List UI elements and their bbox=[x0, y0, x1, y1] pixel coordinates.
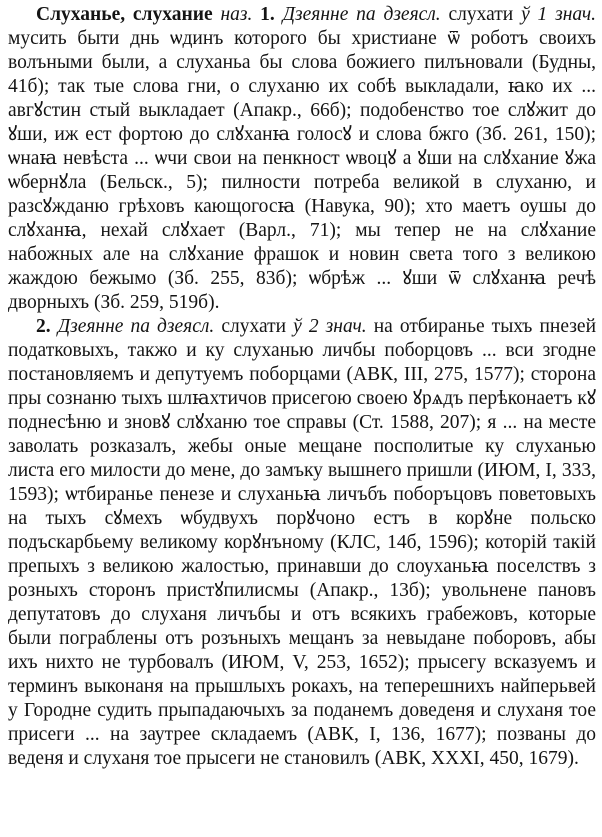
sense-2-number: 2. bbox=[36, 316, 51, 337]
headword: Слуханье, слухание bbox=[36, 4, 213, 25]
sense-1-reference: слухати bbox=[448, 4, 514, 25]
sense-2-definition: Дзеянне па дзеясл. bbox=[57, 316, 215, 337]
sense-1-ref-marker: ў 1 знач. bbox=[521, 4, 597, 25]
sense-2-ref-marker: ў 2 знач. bbox=[293, 316, 367, 337]
sense-2-paragraph bbox=[8, 315, 596, 771]
sense-1-number: 1. bbox=[260, 4, 275, 25]
sense-2-citations: на отбиранье тыхъ пнезей податковыхъ, такжо и ку слуханью личбы поборцовъ ... вси згодне постановляемъ и депутуемъ поборцами (АВК, III, 275, 1577); сторона пры сознаню тыхъ шлꙗхтичов присегою своею ꙋрѧдъ перѣконаетъ кꙋ поднесѣню и зновꙋ слꙋханю тое справы (Ст. 1588, 207); я ... на месте заволать розказалъ, жебы оные мещане посполитые ку слуханью листа его милости до мене, до замъку вышнего пришли (ИЮМ, I, 333, 1593); ѡтбиранье пенезе и слуханьꙗ личъбъ поборъцовъ поветовыхъ на тыхъ сꙋмехъ ѡбудвухъ порꙋчоно естъ в корꙋне польско подъскарбьему великому корꙋнъному (КЛС, 14б, 1596); которій такій препыхъ з великою жалостью, принавши до слоуханьꙗ поселствъ з розныхъ сторонъ пристꙋпилисмы (Апакр., 13б); увольнене пановъ депутатовъ до слуханя личъбы и отъ всякихъ грабежовъ, которые были пограблены отъ розъныхъ мещанъ за невыдане поборовъ, абы ихъ нихто не турбовалъ (ИЮМ, V, 253, 1652); прысегу всказуемъ и терминъ выконаня на прышлыхъ рокахъ, на теперешнихъ найперьвей у Городне судить прыпадаючыхъ за поданемъ доведеня и слуханя тое присеги ... на заутрее складаемъ (АВК, I, 136, 1677); позваны до веденя и слуханя тое прысеги не становилъ (АВК, XXXI, 450, 1679). bbox=[8, 316, 597, 769]
sense-2-reference: слухати bbox=[221, 316, 287, 337]
sense-1-paragraph bbox=[8, 3, 596, 315]
sense-1-definition: Дзеянне па дзеясл. bbox=[282, 4, 441, 25]
grammar-label: наз. bbox=[220, 4, 253, 25]
sense-1-citations: мусить быти днь ѡдинъ которого бы христиане ѿ роботъ своихъ волъными были, а слуханьа бы слова божиего пилъновали (Будны, 41б); так тые слова гни, о слуханю их собѣ выкладали, ꙗко их ... авгꙋстин стый выкладает (Апакр., 66б); подобенство тое слꙋжит до ꙋши, иж ест фортою до слꙋханꙗ голосꙋ и слова бжго (Зб. 261, 150); ѡнаꙗ невѣста ... ѡчи свои на пенкност ѡвоцꙋ а ꙋши на слꙋхание ꙋжа ѡбернꙋла (Бельск., 5); пилности потреба великой в слуханю, и разсꙋжданю грѣховъ кающогосꙗ (Навука, 90); хто маетъ оушы до слꙋханꙗ, нехай слꙋхает (Варл., 71); мы тепер не на слꙋхание набожных але на слꙋхание фрашок и новин света того з великою жаждою бежымо (Зб. 255, 83б); ѡбрѣж ... ꙋши ѿ слꙋханꙗ речѣ дворныхъ (Зб. 259, 519б). bbox=[8, 28, 596, 313]
